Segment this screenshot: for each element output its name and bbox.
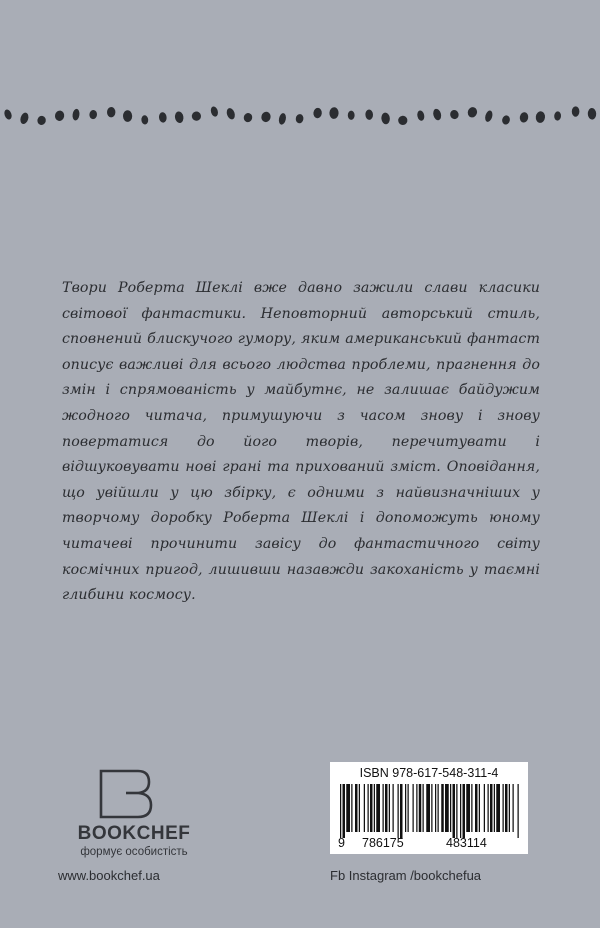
barcode-bar (490, 784, 493, 832)
publisher-website: www.bookchef.ua (58, 868, 160, 883)
barcode-bar (441, 784, 444, 832)
barcode-digits (330, 836, 528, 852)
barcode-digit-group-1: 786175 (362, 836, 404, 850)
barcode-bar (405, 784, 406, 832)
barcode-bar (505, 784, 508, 832)
publisher-name: BOOKCHEF (77, 823, 191, 844)
isbn-label: ISBN 978-617-548-311-4 (359, 766, 499, 780)
barcode-bar (408, 784, 409, 832)
barcode-bar (450, 784, 451, 832)
barcode-bar (359, 784, 360, 832)
ornament-dot (225, 107, 236, 120)
barcode-bar (484, 784, 485, 832)
ornament-dot (466, 106, 478, 119)
ornament-dot (19, 112, 30, 125)
barcode-bar (374, 784, 375, 832)
dot-row-ornament (0, 102, 600, 132)
barcode-bar (368, 784, 369, 832)
barcode-bar (389, 784, 390, 832)
ornament-dot (535, 111, 546, 124)
barcode-bar (456, 784, 457, 838)
ornament-dot (416, 110, 425, 122)
barcode-bar (340, 784, 341, 838)
barcode-bar (355, 784, 358, 832)
ornament-dot (348, 111, 355, 120)
barcode-bar (479, 784, 480, 832)
barcode-bar (376, 784, 380, 832)
ornament-dot (519, 112, 529, 124)
barcode-bar (413, 784, 414, 832)
barcode-bar (351, 784, 352, 832)
publisher-tagline: формує особистість (80, 846, 188, 858)
ornament-dot (295, 114, 304, 124)
barcode-bar (346, 784, 350, 832)
ornament-dot (588, 108, 597, 120)
ornament-dot (260, 111, 272, 123)
barcode-bar (426, 784, 430, 832)
ornament-dot (243, 112, 254, 123)
barcode-bars (340, 784, 520, 838)
barcode-bar (475, 784, 478, 832)
barcode-digit-group-2: 483114 (446, 836, 487, 850)
ornament-dot (174, 111, 184, 124)
barcode-bar (460, 784, 461, 838)
barcode-bar (494, 784, 495, 832)
ornament-dot (381, 112, 391, 124)
ornament-dot (210, 106, 219, 118)
barcode-bar (370, 784, 373, 832)
ornament-dot (449, 109, 460, 120)
barcode-bar (416, 784, 417, 832)
barcode-digit-first: 9 (338, 836, 345, 850)
barcode-bar (503, 784, 504, 832)
ornament-dot (123, 110, 132, 122)
barcode-bar (496, 784, 500, 832)
barcode-bar (393, 784, 394, 832)
blurb-text: Твори Роберта Шеклі вже давно зажили слави класики світової фантастики. Неповторний авторський стиль, сповнений блискучого гумору, яким американський фантаст описує важливі для всього людства проблеми, прагнення до змін і спрямованість у майбутнє, не залишає байдужим жодного читача, примушуючи з часом знову і знову повертатися до його творів, перечитувати і відшуковувати нові грані та прихований зміст. Оповідання, що увійшли у цю збірку, є одними з найвизначніших у творчому доробку Роберта Шеклі і допоможуть юному читачеві прочинити завісу до фантастичного світу космічних пригод, лишивши назавжди закоханість у таємні глибини космосу. (62, 280, 540, 604)
barcode-bar (518, 784, 519, 838)
barcode-bar (509, 784, 510, 832)
ornament-dot (278, 113, 287, 126)
ornament-dot (54, 110, 65, 122)
ornament-dot (141, 115, 148, 125)
barcode-bar (431, 784, 432, 832)
barcode-bar (419, 784, 422, 832)
ornament-dot (158, 112, 167, 123)
ornament-dot (554, 111, 561, 121)
ornament-dot (501, 115, 510, 126)
ornament-dot (572, 106, 580, 117)
barcode-bar (488, 784, 489, 832)
barcode-bar (398, 784, 399, 838)
barcode-bar (435, 784, 436, 832)
ornament-dot (107, 107, 116, 118)
barcode-bar (445, 784, 449, 832)
barcode-bar (438, 784, 439, 832)
barcode-bar (471, 784, 472, 832)
barcode-bar (400, 784, 403, 838)
ornament-dot (329, 107, 339, 119)
bookchef-logo-icon (96, 768, 156, 820)
ornament-dot (89, 110, 97, 120)
barcode-bar (463, 784, 466, 838)
barcode-bar (383, 784, 384, 832)
barcode-bar (453, 784, 456, 838)
barcode-bar (423, 784, 424, 832)
barcode-bar (364, 784, 365, 832)
ornament-dot (36, 115, 46, 126)
barcode-bar (343, 784, 346, 838)
ornament-dot (398, 115, 409, 126)
barcode-bar (385, 784, 388, 832)
barcode-bar (466, 784, 470, 832)
isbn-barcode (330, 762, 528, 854)
ornament-dot (484, 110, 494, 123)
social-handles: Fb Instagram /bookchefua (330, 868, 482, 883)
ornament-dot (3, 108, 13, 120)
barcode-bar (513, 784, 514, 832)
ornament-dot (191, 111, 202, 122)
ornament-dot (432, 108, 442, 121)
ornament-dot (72, 108, 80, 120)
ornament-dot (313, 107, 322, 118)
ornament-dot (365, 109, 373, 120)
